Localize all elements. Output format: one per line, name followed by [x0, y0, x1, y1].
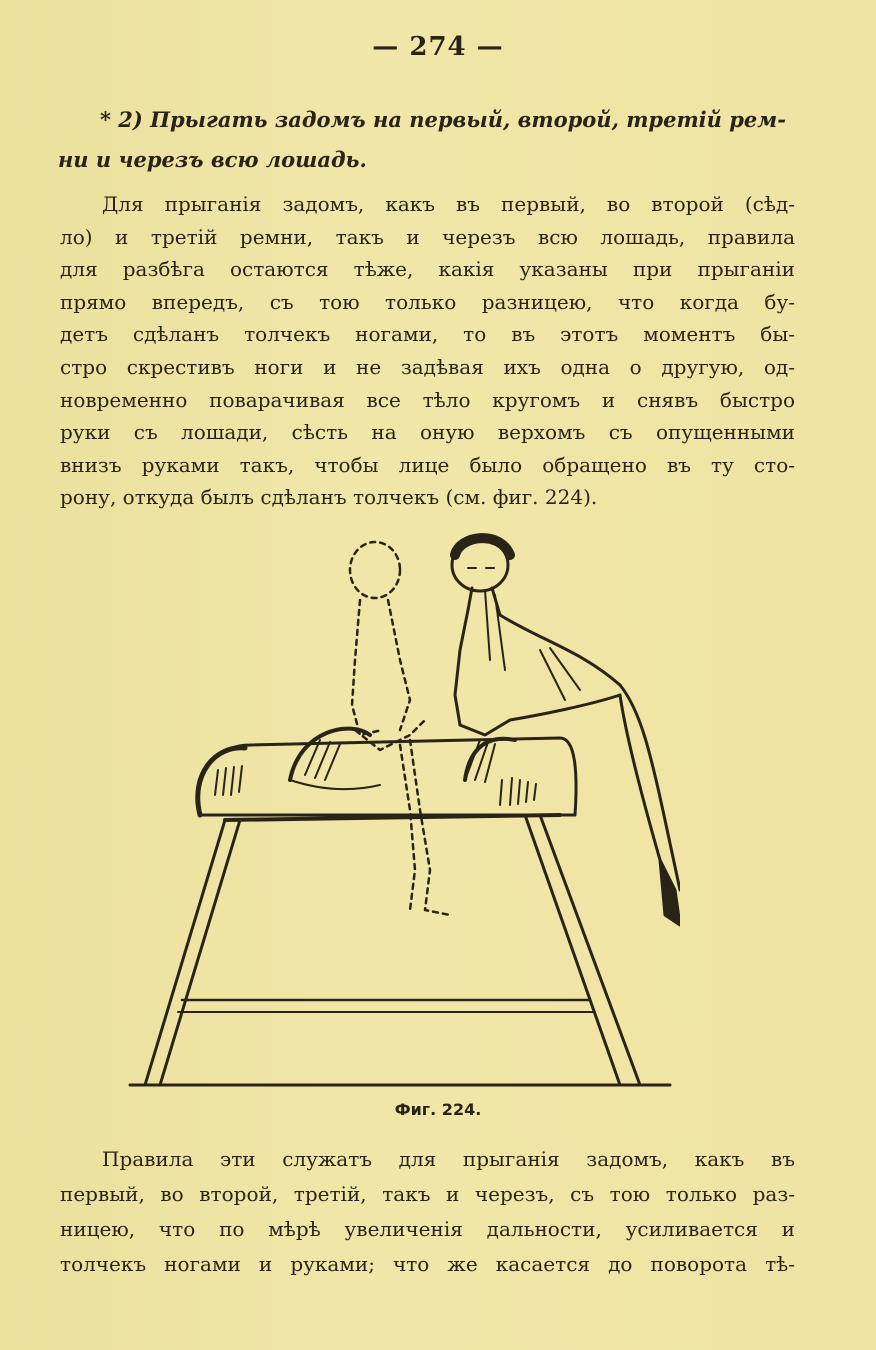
- paragraph-1-line: рону, откуда былъ сдѣланъ толчекъ (см. фиг. 224).: [60, 485, 598, 510]
- paragraph-1-line: ло) и третій ремни, такъ и черезъ всю лошадь, правила: [60, 224, 795, 249]
- paragraph-2-line: первый, во второй, третій, такъ и черезъ, съ тою только раз-: [60, 1182, 795, 1206]
- paragraph-1-line: детъ сдѣланъ толчекъ ногами, то въ этотъ моментъ бы-: [60, 322, 795, 347]
- heading-line-2: ни и черезъ всю лошадь.: [58, 147, 367, 172]
- paragraph-2: [60, 1142, 795, 1282]
- paragraph-2-line: толчекъ ногами и руками; что же касается до поворота тѣ-: [60, 1252, 795, 1276]
- paragraph-1-line: прямо впередъ, съ тою только разницею, что когда бу-: [60, 289, 795, 314]
- paragraph-2-line: ницею, что по мѣрѣ увеличенія дальности, усиливается и: [60, 1217, 795, 1241]
- vaulting-horse-drawing: [120, 530, 680, 1095]
- figure-illustration: [120, 530, 680, 1095]
- rider-arm-left: [455, 610, 468, 725]
- ghost-figure: [350, 542, 450, 915]
- paragraph-1-line: руки съ лошади, сѣсть на оную верхомъ съ опущенными: [60, 420, 795, 445]
- horse-leg-left: [145, 820, 225, 1085]
- paragraph-1-line: Для прыганія задомъ, какъ въ первый, во второй (сѣд-: [102, 192, 795, 216]
- paragraph-1-line: стро скрестивъ ноги и не задѣвая ихъ одна о другую, од-: [60, 354, 795, 379]
- horse-leg-right: [540, 815, 640, 1085]
- paragraph-1: [60, 188, 795, 514]
- paragraph-1-line: новременно поварачивая все тѣло кругомъ и снявъ быстро: [60, 387, 795, 412]
- paragraph-1-line: для разбѣга остаются тѣже, какія указаны при прыганіи: [60, 257, 795, 282]
- horse-body: [198, 738, 576, 815]
- rider-torso: [500, 615, 620, 685]
- rider-leg: [620, 685, 680, 890]
- paragraph-2-line: Правила эти служатъ для прыганія задомъ, какъ въ: [102, 1147, 795, 1171]
- paragraph-1-line: внизъ руками такъ, чтобы лице было обращено въ ту сто-: [60, 452, 795, 477]
- page-number: — 274 —: [372, 32, 504, 62]
- section-heading: [58, 100, 800, 180]
- figure-caption: Фиг. 224.: [394, 1100, 482, 1119]
- heading-line-1: * 2) Прыгать задомъ на первый, второй, третій рем-: [100, 107, 786, 132]
